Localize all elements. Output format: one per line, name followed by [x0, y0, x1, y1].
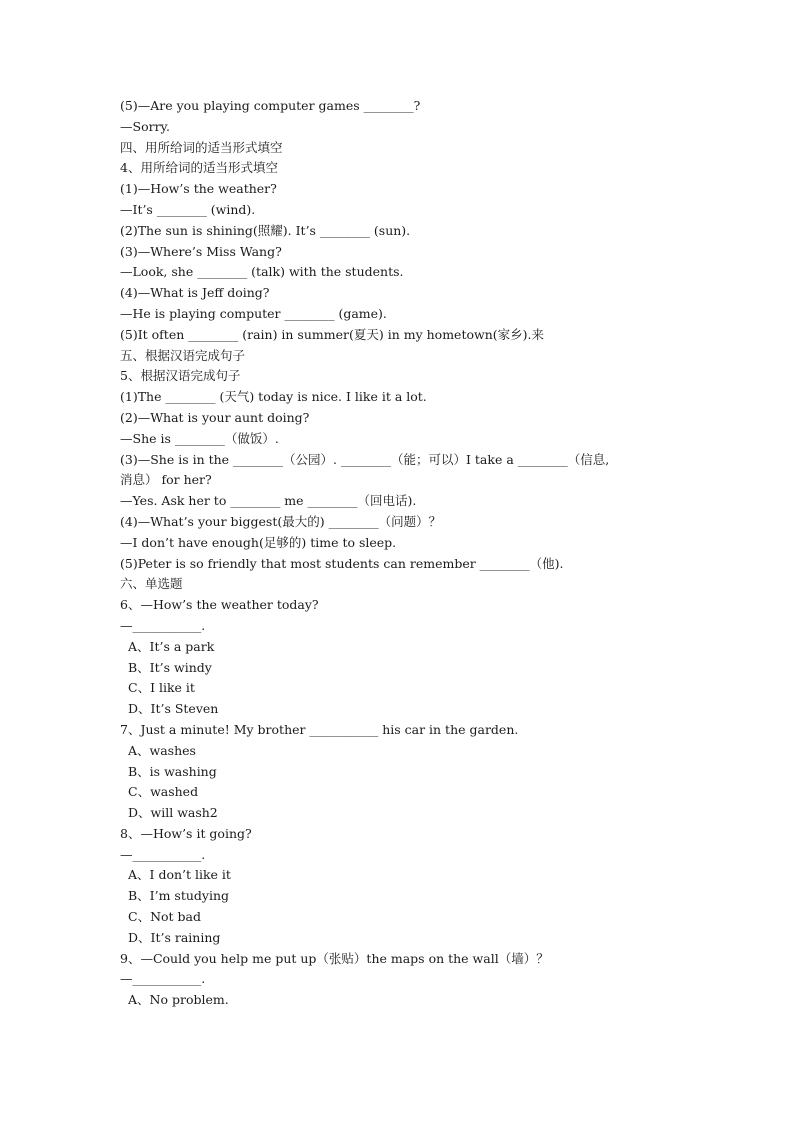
text-line: 消息） for her?: [120, 472, 212, 488]
document-page: [120, 96, 720, 1011]
text-line: (5)—Are you playing computer games ________?: [120, 98, 421, 113]
answer-option: C、washed: [128, 784, 199, 800]
text-line: 五、根据汉语完成句子: [120, 347, 246, 363]
answer-option: A、It’s a park: [128, 638, 215, 654]
text-line: (1)The ________ (天气) today is nice. I like it a lot.: [120, 389, 427, 405]
text-line: (3)—Where’s Miss Wang?: [120, 243, 282, 259]
text-line: —___________.: [120, 971, 206, 987]
text-line: —___________.: [120, 846, 206, 862]
text-line: (5)Peter is so friendly that most students can remember ________（他).: [120, 555, 564, 571]
answer-option: B、is washing: [128, 763, 217, 779]
text-line: —___________.: [120, 617, 206, 633]
text-line: (2)—What is your aunt doing?: [120, 409, 310, 425]
text-line: 5、根据汉语完成句子: [120, 368, 241, 384]
answer-option: D、It’s raining: [128, 929, 221, 945]
text-line: 8、—How’s it going?: [120, 825, 252, 841]
text-line: (4)—What is Jeff doing?: [120, 285, 270, 301]
text-line: (4)—What’s your biggest(最大的) ________（问题）？: [120, 513, 442, 529]
answer-option: C、I like it: [128, 680, 195, 696]
text-line: 四、用所给词的适当形式填空: [120, 139, 283, 155]
text-line: —Look, she ________ (talk) with the students.: [120, 264, 404, 280]
text-line: 六、单选题: [120, 576, 183, 592]
text-line: 9、—Could you help me put up（张贴）the maps on the wall（墙）？: [120, 950, 549, 966]
text-line: (2)The sun is shining(照耀). It’s ________ (sun).: [120, 222, 411, 238]
answer-option: B、It’s windy: [128, 659, 212, 675]
text-line: 4、用所给词的适当形式填空: [120, 160, 278, 176]
text-line: (3)—She is in the ________（公园）. ________（能；可以）I take a ________（信息,: [120, 451, 610, 467]
answer-option: B、I’m studying: [128, 888, 230, 904]
text-line: (5)It often ________ (rain) in summer(夏天) in my hometown(家乡).来: [120, 326, 544, 342]
answer-option: A、No problem.: [128, 992, 229, 1008]
answer-option: D、It’s Steven: [128, 701, 219, 717]
text-line: (1)—How’s the weather?: [120, 181, 277, 197]
text-line: —It’s ________ (wind).: [120, 201, 256, 217]
text-line: —Yes. Ask her to ________ me ________（回电话).: [120, 493, 417, 509]
text-line: —I don’t have enough(足够的) time to sleep.: [120, 534, 397, 550]
answer-option: A、I don’t like it: [128, 867, 231, 883]
text-line: —He is playing computer ________ (game).: [120, 305, 387, 321]
text-line: —Sorry.: [120, 118, 170, 134]
answer-option: D、will wash2: [128, 805, 218, 821]
text-line: —She is ________（做饭）.: [120, 430, 279, 446]
answer-option: A、washes: [128, 742, 196, 758]
answer-option: C、Not bad: [128, 909, 201, 925]
text-line: 6、—How’s the weather today?: [120, 597, 319, 613]
text-line: 7、Just a minute! My brother ___________ his car in the garden.: [120, 721, 519, 737]
